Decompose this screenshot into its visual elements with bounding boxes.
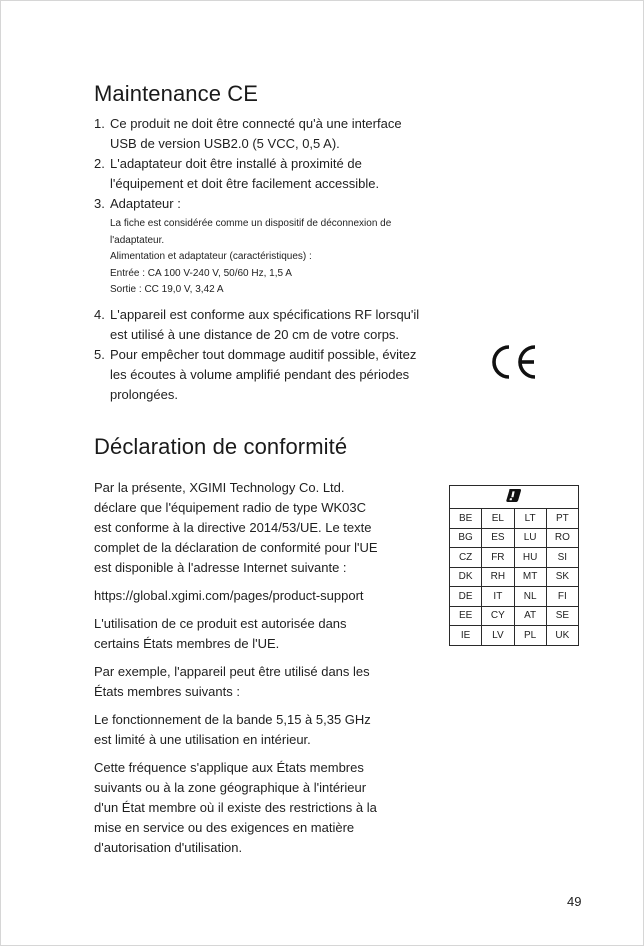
support-url: https://global.xgimi.com/pages/product-support xyxy=(94,588,364,603)
declaration-paragraph: Par exemple, l'appareil peut être utilisé dans les États membres suivants : xyxy=(94,664,370,699)
adapter-details: La fiche est considérée comme un dispositif de déconnexion de l'adaptateur. Alimentation et adaptateur (caractéristiques) : Entrée : CA 100 V-240 V, 50/60 Hz, 1,5 A Sortie : CC 19,0 V, 3,42 A xyxy=(110,218,392,295)
country-code-cell: PT xyxy=(546,509,578,529)
list-item-text: Pour empêcher tout dommage auditif possible, évitez les écoutes à volume amplifié pendant des périodes prolongées. xyxy=(110,346,417,402)
country-code-cell: HU xyxy=(514,548,546,568)
country-code-cell: EE xyxy=(450,606,482,626)
list-item-number: 4. xyxy=(94,306,105,322)
country-table xyxy=(449,485,579,646)
country-code-cell: RH xyxy=(482,567,514,587)
country-table-header xyxy=(450,486,579,509)
table-row xyxy=(450,567,579,587)
maintenance-title: Maintenance CE xyxy=(94,81,259,106)
country-code-cell: SE xyxy=(546,606,578,626)
country-code-cell: PL xyxy=(514,626,546,646)
list-item xyxy=(94,114,464,154)
ce-mark-icon xyxy=(488,344,538,380)
list-item xyxy=(94,194,464,214)
country-code-cell: UK xyxy=(546,626,578,646)
country-table-body xyxy=(450,509,579,646)
country-code-cell: DK xyxy=(450,567,482,587)
page-number: 49 xyxy=(567,894,582,909)
country-code-cell: IT xyxy=(482,587,514,607)
declaration-body xyxy=(94,478,414,866)
table-row xyxy=(450,548,579,568)
list-item-text: Ce produit ne doit être connecté qu'à une interface USB de version USB2.0 (5 VCC, 0,5 A). xyxy=(110,116,402,151)
warning-icon xyxy=(505,488,523,504)
declaration-paragraph: L'utilisation de ce produit est autorisée dans certains États membres de l'UE. xyxy=(94,616,347,651)
list-item-number: 2. xyxy=(94,156,105,171)
country-code-cell: FI xyxy=(546,587,578,607)
country-code-cell: LU xyxy=(514,528,546,548)
country-code-cell: SI xyxy=(546,548,578,568)
list-item xyxy=(94,345,464,405)
list-item-text: L'appareil est conforme aux spécifications RF lorsqu'il est utilisé à une distance de 20 cm de votre corps. xyxy=(110,306,420,342)
country-code-cell: IE xyxy=(450,626,482,646)
list-item-number: 5. xyxy=(94,346,105,362)
country-code-cell: EL xyxy=(482,509,514,529)
country-code-cell: LV xyxy=(482,626,514,646)
maintenance-list xyxy=(94,114,464,405)
list-item-number: 1. xyxy=(94,116,105,131)
country-code-cell: CZ xyxy=(450,548,482,568)
country-code-cell: ES xyxy=(482,528,514,548)
list-item xyxy=(94,305,464,345)
restriction-header-cell xyxy=(450,486,579,509)
table-row xyxy=(450,587,579,607)
declaration-title: Déclaration de conformité xyxy=(94,434,348,459)
list-item-text: Adaptateur : xyxy=(110,196,181,211)
declaration-paragraph: Par la présente, XGIMI Technology Co. Ltd. déclare que l'équipement radio de type WK03C est conforme à la directive 2014/53/UE. Le texte complet de la déclaration de conformité pour l'UE est disponible à l'adresse Internet suivante : xyxy=(94,480,378,575)
country-code-cell: AT xyxy=(514,606,546,626)
country-code-cell: NL xyxy=(514,587,546,607)
country-code-cell: DE xyxy=(450,587,482,607)
country-code-cell: FR xyxy=(482,548,514,568)
country-code-cell: MT xyxy=(514,567,546,587)
table-row xyxy=(450,528,579,548)
list-item-text: L'adaptateur doit être installé à proximité de l'équipement et doit être facilement accessible. xyxy=(110,156,380,191)
list-item-number: 3. xyxy=(94,196,105,211)
table-row xyxy=(450,606,579,626)
declaration-paragraph: Cette fréquence s'applique aux États membres suivants ou à la zone géographique à l'intérieur d'un État membre où il existe des restrictions à la mise en service ou des exigences en matière d'autorisation d'utilisation. xyxy=(94,760,377,855)
table-row xyxy=(450,626,579,646)
list-item xyxy=(94,154,464,194)
table-row xyxy=(450,509,579,529)
country-code-cell: LT xyxy=(514,509,546,529)
declaration-paragraph: Le fonctionnement de la bande 5,15 à 5,35 GHz est limité à une utilisation en intérieur. xyxy=(94,712,371,747)
country-code-cell: RO xyxy=(546,528,578,548)
country-code-cell: BG xyxy=(450,528,482,548)
country-code-cell: BE xyxy=(450,509,482,529)
country-code-cell: SK xyxy=(546,567,578,587)
country-code-cell: CY xyxy=(482,606,514,626)
